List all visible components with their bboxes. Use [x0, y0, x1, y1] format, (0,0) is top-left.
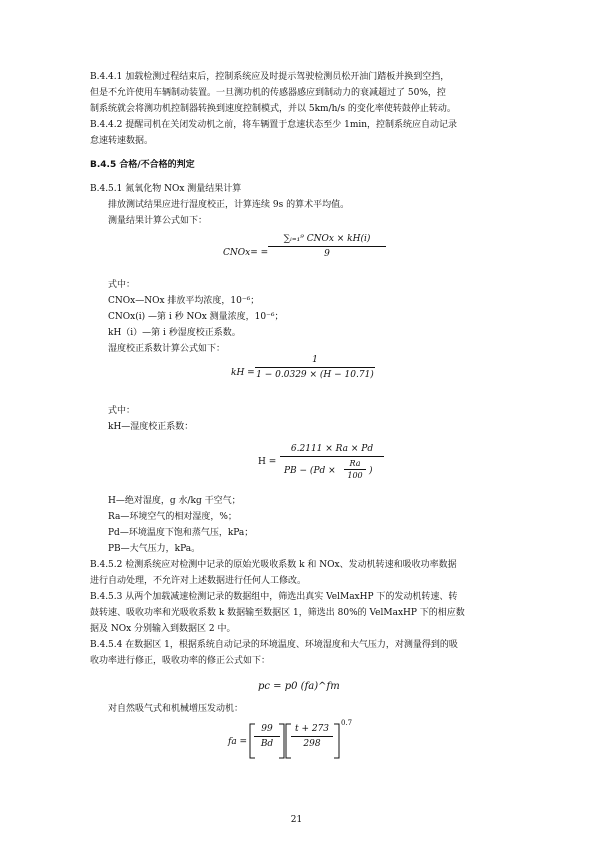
def-pd: Pd—环境温度下饱和蒸气压，kPa； [108, 528, 254, 538]
formula5-a-num: 99 [261, 724, 273, 734]
para-b453-line2: 鼓转速、吸收功率和光吸收系数 k 数据输至数据区 1，筛选出 80%的 VelMaxHP 下的相应数 [90, 608, 465, 618]
formula3-inner-fraction [344, 458, 366, 481]
formula4: pc = p0 (fa)^fm [258, 681, 340, 692]
para-b441-line2: 但是不允许使用车辆制动装置。一旦测功机的传感器感应到制动力的衰减超过了 50%，控 [90, 88, 446, 98]
formula3-denominator [280, 458, 384, 484]
para-b451-line1: 排放测试结果应进行湿度校正，计算连续 9s 的算术平均值。 [108, 200, 350, 210]
para-b453-line3: 据及 NOx 分别输入到数据区 2 中。 [90, 624, 236, 634]
formula5-fraction-b [291, 723, 333, 750]
section-heading-b45: B.4.5 合格/不合格的判定 [90, 160, 195, 170]
kh-formula-intro: 湿度校正系数计算公式如下： [108, 344, 226, 354]
formula1-numerator: ∑ᵢ₌₁⁹ CNOx × kH(i) [283, 234, 371, 244]
def-cnox-i: CNOx(i) —第 i 秒 NOx 测量浓度，10⁻⁶； [108, 312, 284, 322]
formula3-fraction [280, 443, 384, 484]
def-h: H—绝对湿度，g 水/kg 干空气； [108, 496, 241, 506]
formula2-lhs: kH = [231, 368, 255, 378]
para-b453-line1: B.4.5.3 从两个加载减速检测记录的数据组中，筛选出真实 VelMaxHP 下的发动机转速、转 [90, 592, 458, 602]
para-b442-line2: 怠速转速数据。 [90, 136, 154, 146]
def-ra: Ra—环境空气的相对湿度，%； [108, 512, 237, 522]
formula2-fraction [255, 354, 375, 381]
formula5-fraction-a [254, 723, 280, 750]
formula1-denominator: 9 [324, 249, 330, 259]
formula5-a-den: Bd [260, 739, 274, 749]
formula3-inner-num: Ra [349, 459, 361, 468]
formula3-den-part-a: PB − (Pd × [284, 466, 336, 476]
para-b442-line1: B.4.4.2 提醒司机在关闭发动机之前，将车辆置于怠速状态至少 1min，控制系统应自动记录 [90, 120, 458, 130]
formula3-inner-den: 100 [347, 471, 363, 480]
formula5-b-den: 298 [303, 739, 321, 749]
def-kh-i: kH（i）—第 i 秒湿度校正系数。 [108, 328, 241, 338]
para-b451-title: B.4.5.1 氮氧化物 NOx 测量结果计算 [90, 184, 242, 194]
natural-aspiration-label: 对自然吸气式和机械增压发动机： [108, 704, 244, 714]
formula1-fraction [268, 233, 386, 260]
where-label-1: 式中： [108, 280, 136, 290]
para-b452-line1: B.4.5.2 检测系统应对检测中记录的原始光吸收系数 k 和 NOx、发动机转速和吸收功率数据 [90, 560, 457, 570]
para-b452-line2: 进行自动处理，不允许对上述数据进行任何人工修改。 [90, 576, 307, 586]
formula1-lhs: CNOx= = [223, 248, 269, 258]
formula3-numerator: 6.2111 × Ra × Pd [290, 444, 374, 454]
para-b451-line2: 测量结果计算公式如下： [108, 216, 208, 226]
formula3-den-part-b: ) [369, 466, 373, 476]
formula5-b-num: t + 273 [294, 724, 330, 734]
page-number: 21 [290, 815, 303, 825]
def-kh: kH—湿度校正系数： [108, 422, 194, 432]
formula2-denominator: 1 − 0.0329 × (H − 10.71) [256, 370, 374, 380]
para-b441-line1: B.4.4.1 加载检测过程结束后，控制系统应及时提示驾驶检测员松开油门踏板并换到空挡， [90, 72, 450, 82]
formula5-exponent: 0.7 [341, 719, 353, 727]
def-pb: PB—大气压力，kPa。 [108, 544, 201, 554]
formula2-numerator: 1 [312, 355, 318, 365]
formula5-lhs: fa = [228, 737, 248, 747]
def-cnox: CNOx—NOx 排放平均浓度，10⁻⁶； [108, 296, 260, 306]
where-label-2: 式中： [108, 406, 136, 416]
para-b441-line3: 制系统就会将测功机控制器转换到速度控制模式，并以 5km/h/s 的变化率使转鼓停止转动。 [90, 104, 456, 114]
para-b454-line1: B.4.5.4 在数据区 1，根据系统自动记录的环境温度、环境湿度和大气压力，对测量得到的吸 [90, 640, 458, 650]
formula3-lhs: H = [258, 457, 277, 467]
para-b454-line2: 收功率进行修正，吸收功率的修正公式如下： [90, 656, 271, 666]
